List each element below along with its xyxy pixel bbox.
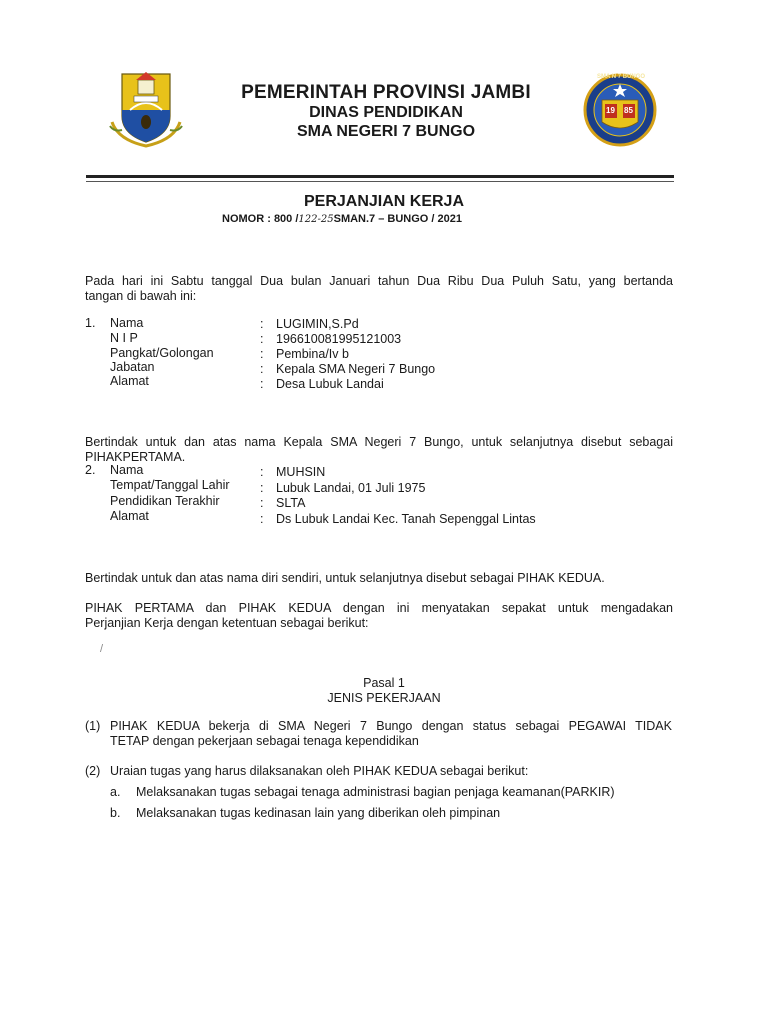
- item-1-number: (1): [85, 719, 101, 733]
- document-number: NOMOR : 800 /122-25SMAN.7 – BUNGO / 2021: [222, 213, 462, 225]
- subitem-b-letter: b.: [110, 806, 121, 820]
- header-rule-thick: [86, 175, 674, 178]
- badge-year-right: 85: [624, 106, 633, 115]
- subitem-b-text: Melaksanakan tugas kedinasan lain yang diberikan oleh pimpinan: [136, 806, 501, 820]
- pasal-heading: Pasal 1: [363, 676, 405, 690]
- agreement-paragraph: PIHAK PERTAMA dan PIHAK KEDUA dengan ini menyatakan sepakat untuk mengadakan Perjanjian Kerja dengan ketentuan sebagai berikut:: [85, 601, 673, 630]
- party2-statement: Bertindak untuk dan atas nama diri sendiri, untuk selanjutnya disebut sebagai PIHAK KEDUA.: [85, 571, 605, 585]
- header-rule-thin: [86, 181, 674, 182]
- badge-label: SMA N 7 BUNGO: [596, 74, 646, 80]
- pasal-subheading: JENIS PEKERJAAN: [327, 691, 441, 705]
- header-government: PEMERINTAH PROVINSI JAMBI: [241, 82, 531, 103]
- school-badge-icon: [582, 70, 658, 150]
- stray-mark: /: [100, 643, 104, 655]
- header-school: SMA NEGERI 7 BUNGO: [296, 123, 476, 140]
- party2-number: 2.: [85, 463, 96, 477]
- item-2-text: Uraian tugas yang harus dilaksanakan oleh PIHAK KEDUA sebagai berikut:: [110, 764, 529, 778]
- party1-number: 1.: [85, 316, 96, 330]
- header-department: DINAS PENDIDIKAN: [309, 104, 463, 121]
- document-page: PEMERINTAH PROVINSI JAMBI DINAS PENDIDIKAN SMA NEGERI 7 BUNGO SMA N 7 BUNGO 19 85 PERJANJIAN KERJA NOMOR : 800 /122-25SMAN.7 – BUNGO / 2021 Pada hari ini Sabtu tanggal Dua bulan Januari tahun Dua Ribu Dua Puluh Satu, yang bertanda tangan di bawah ini: 1. Nama : LUGIMIN,S.Pd N I P : 196610081995121003 Pangkat/Golongan : Pembina/Iv b Jabatan : Kepala SMA Negeri 7 Bungo Alamat : Desa Lubuk Landai Bertindak untuk dan atas nama Kepala SMA Negeri 7 Bungo, untuk selanjutnya disebut sebagai PIHAKPERTAMA. 2. Nama : MUHSIN Tempat/Tanggal Lahir : Lubuk Landai, 01 Juli 1975 Pendidikan Terakhir : SLTA Alamat : Ds Lubuk Landai Kec. Tanah Sepenggal Lintas Bertindak untuk dan atas nama diri sendiri, untuk selanjutnya disebut sebagai PIHAK KEDUA. PIHAK PERTAMA dan PIHAK KEDUA dengan ini menyatakan sepakat untuk mengadakan Perjanjian Kerja dengan ketentuan sebagai berikut: / Pasal 1 JENIS PEKERJAAN (1) PIHAK KEDUA bekerja di SMA Negeri 7 Bungo dengan status sebagai PEGAWAI TIDAK TETAP dengan pekerjaan sebagai tenaga kependidikan (2) Uraian tugas yang harus dilaksanakan oleh PIHAK KEDUA sebagai berikut: a. Melaksanakan tugas sebagai tenaga administrasi bagian penjaga keamanan(PARKIR) b. Melaksanakan tugas kedinasan lain yang diberikan oleh pimpinan: [0, 0, 768, 1024]
- item-2-number: (2): [85, 764, 101, 778]
- party1-statement: Bertindak untuk dan atas nama Kepala SMA Negeri 7 Bungo, untuk selanjutnya disebut sebagai PIHAKPERTAMA.: [85, 435, 673, 464]
- badge-year-left: 19: [606, 106, 615, 115]
- subitem-a-text: Melaksanakan tugas sebagai tenaga administrasi bagian penjaga keamanan(PARKIR): [136, 785, 615, 799]
- subitem-a-letter: a.: [110, 785, 121, 799]
- document-title: PERJANJIAN KERJA: [303, 193, 465, 210]
- handwritten-number: 122-25: [298, 214, 334, 225]
- item-1-text: PIHAK KEDUA bekerja di SMA Negeri 7 Bungo dengan status sebagai PEGAWAI TIDAK TETAP dengan pekerjaan sebagai tenaga kependidikan: [110, 719, 672, 748]
- intro-paragraph: Pada hari ini Sabtu tanggal Dua bulan Januari tahun Dua Ribu Dua Puluh Satu, yang bertanda tangan di bawah ini:: [85, 274, 673, 303]
